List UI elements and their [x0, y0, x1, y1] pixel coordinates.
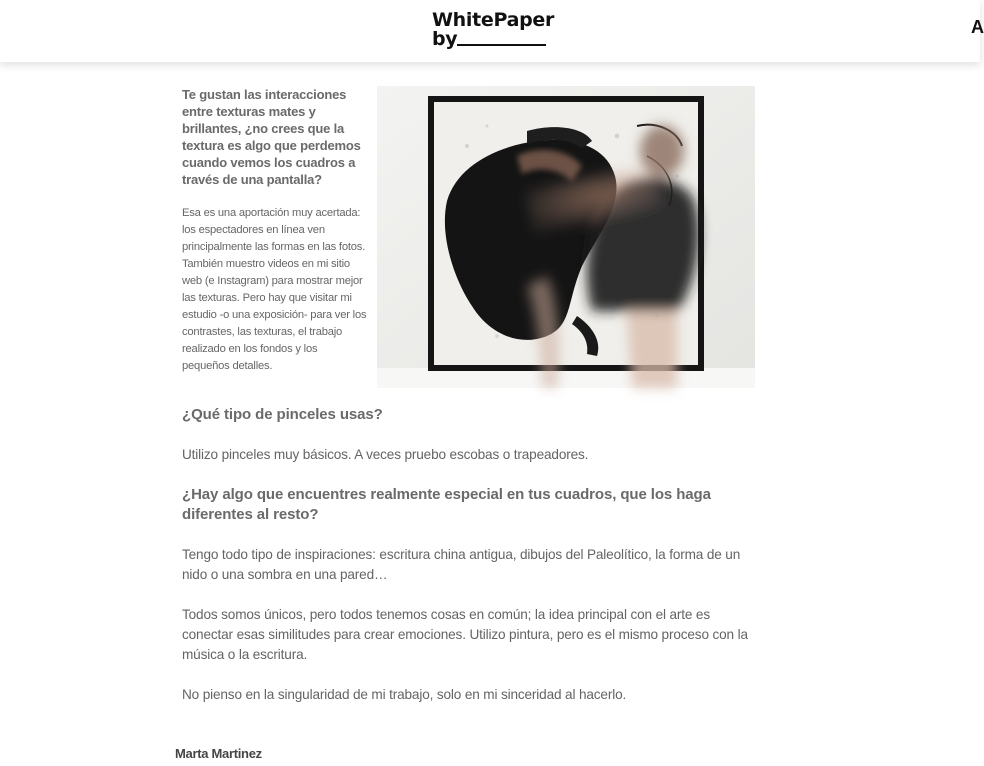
logo-wordmark: WhitePaper [432, 9, 555, 31]
artwork-illustration [377, 86, 755, 388]
section-question-special: ¿Hay algo que encuentres realmente especial en tus cuadros, que los haga diferentes al resto? [182, 486, 711, 523]
section-answer-brushes: Utilizo pinceles muy básicos. A veces pruebo escobas o trapeadores. [182, 447, 589, 462]
section-answer-connection: Todos somos únicos, pero todos tenemos cosas en común; la idea principal con el arte es conectar esas similitudes para crear emociones. Utilizo pintura, pero es el mismo proceso con la música o la escritura. [182, 607, 748, 662]
site-header [0, 0, 984, 62]
section-question-brushes: ¿Qué tipo de pinceles usas? [182, 406, 383, 423]
logo-underline [457, 44, 546, 46]
intro-answer: Esa es una aportación muy acertada: los espectadores en línea ven principalmente las formas en las fotos. También muestro videos en mi sitio web (e Instagram) para mostrar mejor las texturas. Pero hay que visitar mi estudio -o una exposición- para ver los contrastes, las texturas, el trabajo realizado en los fondos y los pequeños detalles. [182, 207, 367, 372]
section-answer-sincerity: No pienso en la singularidad de mi trabajo, solo en mi sinceridad al hacerlo. [182, 687, 627, 702]
whitepaper-logo[interactable] [432, 9, 555, 50]
section-answer-inspirations: Tengo todo tipo de inspiraciones: escritura china antigua, dibujos del Paleolítico, la forma de un nido o una sombra en una pared… [182, 547, 741, 582]
logo-by: by [432, 28, 458, 50]
header-edge-glyph[interactable]: A [971, 17, 984, 37]
intro-question: Te gustan las interacciones entre texturas mates y brillantes, ¿no crees que la textura es algo que perdemos cuando vemos los cuadros a través de una pantalla? [182, 87, 361, 187]
author-name: Marta Martinez [175, 746, 262, 761]
artwork-photo [377, 86, 755, 388]
